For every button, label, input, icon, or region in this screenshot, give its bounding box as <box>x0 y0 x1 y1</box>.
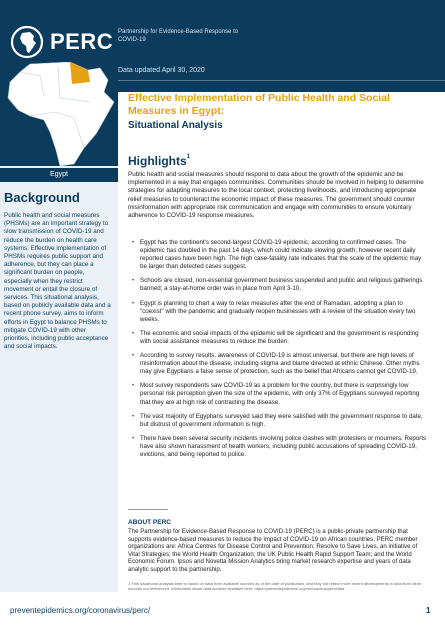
background-text: Public health and social measures (PHSMs) are an important strategy to slow transmission of COVID-19 and reduce the burden on health care systems. Effective implementation of PHSMs requires public support and adherence, but they can place a significant burden on people, especially when they restrict movement or entail the closure of services. This situational analysis, based on publicly available data and a recent phone survey, aims to inform efforts in Egypt to balance PHSMs to mitigate COVID-19 with other priorities, including public acceptance and social impacts. <box>4 212 111 351</box>
list-item: • Egypt is planning to chart a way to relax measures after the end of Ramadan, adopting a plan to "coexist" with the pandemic and gradually reopen businesses with a review of the situation every two weeks. <box>132 300 427 324</box>
highlights-heading <box>128 154 190 168</box>
footer-link[interactable]: preventepidemics.org/coronavirus/perc/ <box>10 606 151 615</box>
footnote-divider <box>128 509 168 510</box>
about-text: The Partnership for Evidence-Based Response to COVID-19 (PERC) is a public-private partnership that supports evidence-based measures to reduce the impact of COVID-19 on African countries. PERC member organizations are: Africa Centres for Disease Control and Prevention; Resolve to Save Lives, an initiative of Vital Strategies; the World Health Organization; the UK Public Health Rapid Support Team; and the World Economic Forum. Ipsos and Novetta Mission Analytics bring market research expertise and years of data analytic support to the partnership. <box>128 528 418 573</box>
list-item: • Most survey respondents saw COVID-19 as a problem for the country, but there is surprisingly low personal risk perception given the size of the epidemic, with only 37% of Egyptians surveyed reporting that they are at high risk of contracting the disease. <box>132 382 427 406</box>
highlights-label: Highlights <box>128 154 187 168</box>
date-divider <box>118 80 445 81</box>
africa-globe-icon <box>10 25 44 59</box>
footnote-text: 1 This situational analysis brief is based on data from available sources as of the date of publication, and may not reflect more recent developments in data from other sources not referenced. Information about data sources available here: https://preventepidemics.org/coronavirus/perc/data <box>128 581 422 591</box>
list-item: • The economic and social impacts of the epidemic will be significant and the government is responding with social assistance measures to reduce the burden. <box>132 330 427 346</box>
logo-wordmark: PERC <box>50 29 114 54</box>
list-item: • The vast majority of Egyptians surveyed said they were satisfied with the government response to date, but distrust of government information is high. <box>132 413 427 429</box>
page-number: 1 <box>426 606 431 615</box>
highlights-intro: Public health and social measures should respond to data about the growth of the epidemic and be implemented in a way that engages communities. Communities should be involved in helping to determine strategies for adapting measures to the local context, protecting livelihoods, and introducing appropriate relief measures to counteract the economic impact of these measures. The government should counter misinformation with appropriate risk communication and engage with communities to ensure voluntary adherence to COVID-19 response measures. <box>128 171 424 220</box>
highlights-list <box>132 239 427 465</box>
title-main: Effective Implementation of Public Health and Social Measures in Egypt: <box>128 92 390 117</box>
list-item: • There have been several security incidents involving police clashes with protesters or mourners. Reports have also shown harassment of health workers, including public accusations of spreading COVID-19, evictions, and being reported to police. <box>132 435 427 459</box>
title-sub: Situational Analysis <box>128 120 223 131</box>
country-label: Egypt <box>0 168 118 182</box>
about-heading: ABOUT PERC <box>128 519 171 526</box>
page-title <box>128 92 428 131</box>
africa-map <box>0 62 118 166</box>
list-item: • Egypt has the continent's second-largest COVID-19 epidemic, according to confirmed cases. The epidemic has doubled in the past 14 days, which could indicate slowing growth; however recent daily reported cases have been high. The high case-fatality rate indicates that the scale of the epidemic may be larger than detected cases suggest. <box>132 239 427 271</box>
tagline: Partnership for Evidence-Based Response to COVID-19 <box>118 29 239 43</box>
sidebar-footer-block <box>0 582 118 592</box>
background-heading: Background <box>4 190 80 205</box>
egypt-map-icon <box>0 62 118 166</box>
data-updated-date: Data updated April 30, 2020 <box>118 67 205 74</box>
footnote-marker: 1 <box>186 154 191 160</box>
list-item: • Schools are closed, non-essential government business suspended and public and religious gatherings banned; a stay-at-home order was in place from April 3-10. <box>132 277 427 293</box>
list-item: • According to survey results, awareness of COVID-19 is almost universal, but there are high levels of misinformation about the disease, including stigma and blame directed at ethnic Chinese. Other myths may give Egyptians a false sense of protection, such as the belief that Africans cannot get COVID-19. <box>132 352 427 376</box>
